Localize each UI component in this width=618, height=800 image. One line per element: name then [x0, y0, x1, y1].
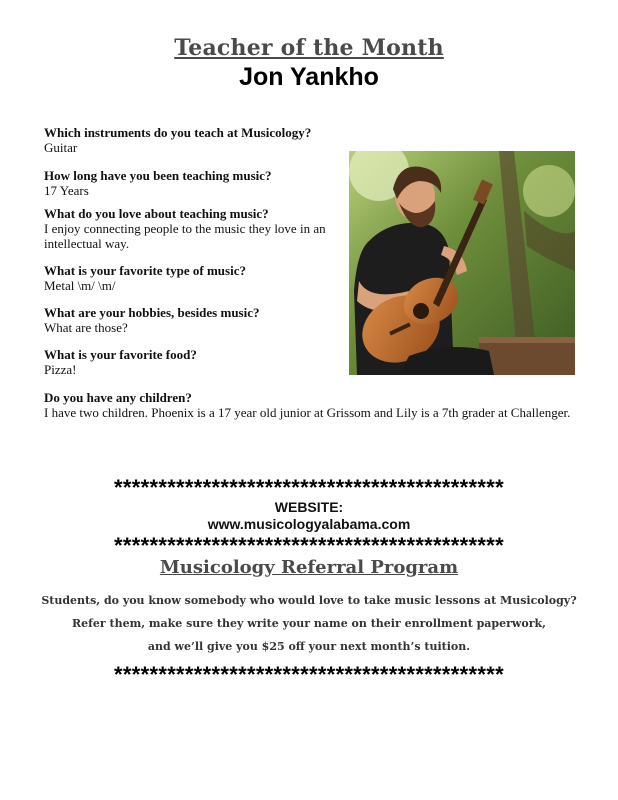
qa-item-children [44, 390, 584, 420]
referral-title: Musicology Referral Program [159, 557, 459, 578]
qa-item-years [44, 168, 334, 198]
answer: Guitar [44, 140, 78, 155]
divider-stars: ******************************************** [114, 475, 504, 500]
question: What is your favorite type of music? [44, 263, 246, 278]
referral-line: Students, do you know somebody who would love to take music lessons at Musicology? [41, 594, 577, 607]
referral-line: Refer them, make sure they write your name on their enrollment paperwork, [72, 617, 546, 630]
answer: What are those? [44, 320, 128, 335]
question: Which instruments do you teach at Musicology? [44, 125, 312, 140]
title-block [0, 34, 618, 92]
teacher-name: Jon Yankho [239, 63, 379, 91]
website-label: WEBSITE: [274, 499, 344, 515]
divider-stars: ******************************************** [114, 662, 504, 687]
guitarist-photo [349, 151, 575, 375]
answer: Pizza! [44, 362, 77, 377]
qa-item-love [44, 206, 334, 251]
divider-stars: ******************************************** [114, 533, 504, 558]
question: What do you love about teaching music? [44, 206, 269, 221]
answer: 17 Years [44, 183, 89, 198]
question: Do you have any children? [44, 390, 192, 405]
question: What is your favorite food? [44, 347, 197, 362]
answer: Metal \m/ \m/ [44, 278, 116, 293]
website-link[interactable]: www.musicologyalabama.com [207, 516, 411, 532]
answer: I enjoy connecting people to the music they love in an intellectual way. [44, 221, 326, 251]
qa-item-instruments [44, 125, 334, 155]
question: How long have you been teaching music? [44, 168, 272, 183]
guitarist-photo-icon [349, 151, 575, 375]
qa-item-music-type [44, 263, 334, 293]
question: What are your hobbies, besides music? [44, 305, 260, 320]
qa-item-hobbies [44, 305, 334, 335]
referral-line: and we’ll give you $25 off your next month’s tuition. [147, 640, 471, 653]
qa-item-food [44, 347, 334, 377]
page-title: Teacher of the Month [174, 35, 444, 61]
answer: I have two children. Phoenix is a 17 year old junior at Grissom and Lily is a 7th grader at Challenger. [44, 405, 571, 420]
